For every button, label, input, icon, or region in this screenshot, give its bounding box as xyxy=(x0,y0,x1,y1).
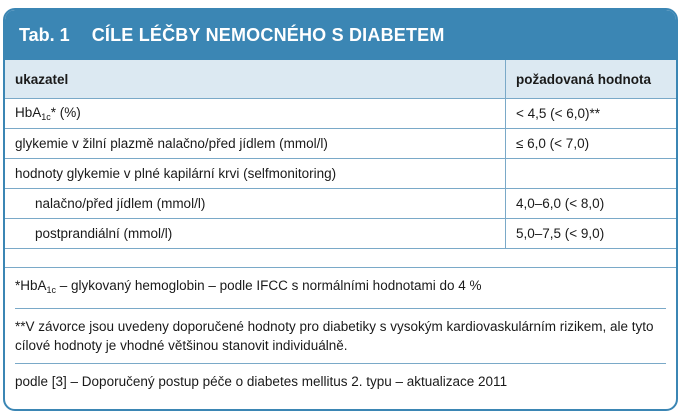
row-value xyxy=(506,159,677,189)
table-footnotes xyxy=(5,267,676,399)
table-row xyxy=(5,99,676,129)
table-card xyxy=(3,8,678,411)
row-value: ≤ 6,0 (< 7,0) xyxy=(506,129,677,159)
table-title-bar xyxy=(5,10,676,60)
row-value: 5,0–7,5 (< 9,0) xyxy=(506,219,677,249)
row-value: 4,0–6,0 (< 8,0) xyxy=(506,189,677,219)
row-label: postprandiální (mmol/l) xyxy=(5,219,506,249)
header-indicator: ukazatel xyxy=(5,60,506,99)
footnote-source: podle [3] – Doporučený postup péče o diabetes mellitus 2. typu – aktualizace 2011 xyxy=(15,374,508,389)
footnote-hba1c: *HbA$_{1c}$ – glykovaný hemoglobin – podle IFCC s normálními hodnotami do 4 % xyxy=(15,268,666,309)
row-label: hodnoty glykemie v plné kapilární krvi (selfmonitoring) xyxy=(5,159,506,189)
row-label: glykemie v žilní plazmě nalačno/před jídlem (mmol/l) xyxy=(5,129,506,159)
table-row xyxy=(5,129,676,159)
table-row xyxy=(5,189,676,219)
header-target-value: požadovaná hodnota xyxy=(506,60,677,99)
table-header-row xyxy=(5,60,676,99)
table-row xyxy=(5,219,676,249)
row-label: nalačno/před jídlem (mmol/l) xyxy=(5,189,506,219)
goals-table xyxy=(5,60,676,249)
table-number: Tab. 1 xyxy=(19,24,70,45)
table-row xyxy=(5,159,676,189)
footnote-brackets: **V závorce jsou uvedeny doporučené hodnoty pro diabetiky s vysokým kardiovaskulárním rizikem, ale tyto cílové hodnoty je vhodné většinou stanovit individuálně. xyxy=(15,309,666,364)
table-title: CÍLE LÉČBY NEMOCNÉHO S DIABETEM xyxy=(91,24,445,45)
row-label: HbA$_{1c}$* (%) xyxy=(5,99,506,129)
row-value: < 4,5 (< 6,0)** xyxy=(506,99,677,129)
